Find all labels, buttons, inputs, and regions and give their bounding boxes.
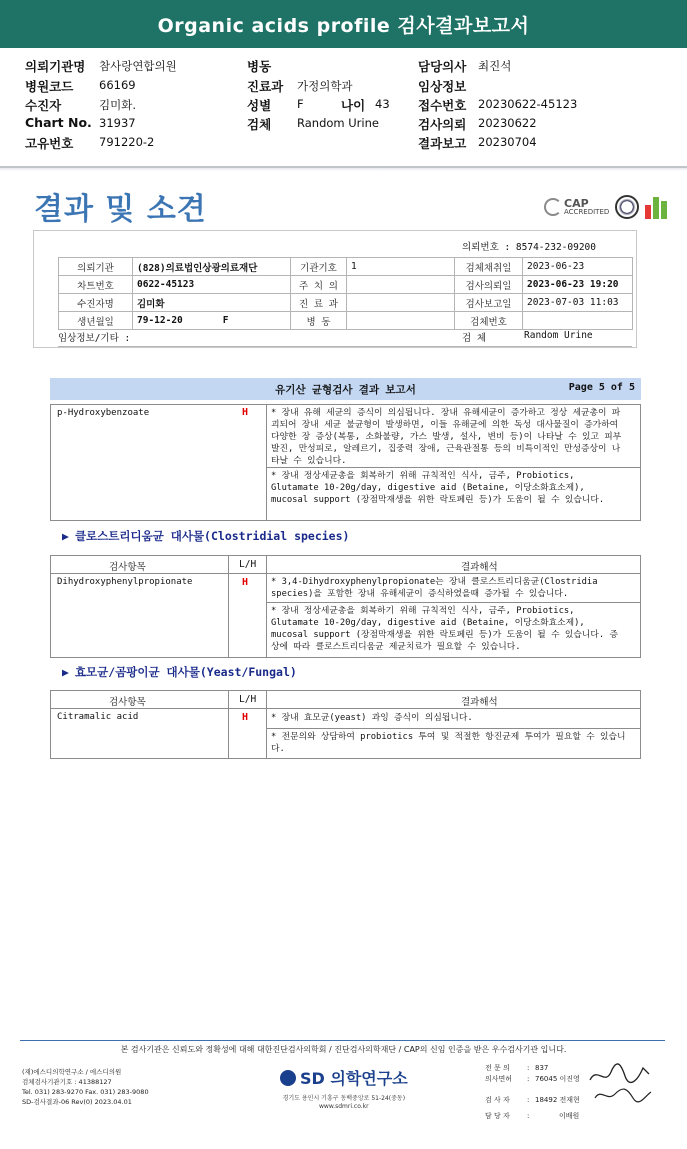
lab-name: (재)에스디의학연구소 / 에스디의원 — [22, 1068, 122, 1076]
table-cell: 주 치 의 — [291, 276, 347, 294]
signer-label: 담 당 자 — [485, 1112, 510, 1120]
value-age: 43 — [375, 97, 390, 111]
interpretation — [267, 709, 640, 757]
table-cell: 수진자명 — [59, 294, 133, 312]
value-hospital-code: 66169 — [99, 78, 136, 92]
seal-logo-icon — [615, 195, 639, 219]
label-doctor: 담당의사 — [418, 59, 467, 74]
signer-value: 76045 이진영 — [535, 1075, 580, 1083]
report-title: Organic acids profile 검사결과보고서 — [0, 0, 687, 48]
section-divider — [0, 168, 687, 171]
interpretation-note: * 장내 정상세균총을 회복하기 위해 규칙적인 식사, 금주, Probiotics, Glutamate 10-20g/day, digestive aid (Betaine, 이당소화효소제), mucosal support (장점막재생을 위한 락토페린 등)가 도움이 될 수 있습니다. 증상에 따라 클로스트리디움균 제균치료가 필요할 수 있습니다. — [271, 606, 618, 652]
divider — [266, 556, 267, 573]
signer-row: 검 사 자 : 18492 전재현 — [485, 1093, 580, 1108]
triangle-bullet-icon: ▶ — [62, 665, 69, 679]
value-patient: 김미화. — [99, 98, 136, 112]
interpretation-note: * 장내 정상세균총을 회복하기 위해 규칙적인 식사, 금주, Probiotics, Glutamate 10-20g/day, digestive aid (Betaine, 이당소화효소제), mucosal support (장점막재생을 위한 락토페린 등)가 도움이 될 수 있습니다. — [271, 471, 605, 505]
request-number: 의뢰번호 : 8574-232-09200 — [462, 242, 596, 253]
section-title-clostridial — [62, 528, 349, 544]
table-cell: 기관기호 — [291, 258, 347, 276]
section-title-text: 클로스트리디움균 대사물(Clostridial species) — [74, 529, 350, 543]
report-header-title: 유기산 균형검사 결과 보고서 — [275, 384, 416, 396]
column-header-item: 검사항목 — [109, 697, 146, 708]
column-header — [50, 555, 641, 573]
interpretation-note: * 전문의와 상담하여 probiotics 투여 및 적절한 항진균제 투여가 필요할 수 있습니다. — [271, 732, 626, 754]
signer-value: 837 — [535, 1064, 549, 1072]
column-header-item: 검사항목 — [109, 562, 146, 573]
triangle-bullet-icon: ▶ — [62, 529, 69, 543]
analyte-name: Citramalic acid — [57, 712, 139, 722]
signer-label: 전 문 의 — [485, 1064, 510, 1072]
report-header — [50, 378, 641, 400]
value-sex: F — [297, 97, 304, 111]
label-department: 진료과 — [247, 79, 284, 94]
column-header-lh: L/H — [239, 559, 257, 570]
form-code: SD-검사결과-06 Rev(0) 2023.04.01 — [22, 1098, 132, 1106]
table-cell: 1 — [347, 258, 455, 276]
accreditation-logos — [544, 192, 667, 222]
column-header-interpretation: 결과해석 — [461, 562, 498, 573]
table-row — [59, 258, 633, 276]
table-row — [59, 276, 633, 294]
label-patient: 수진자 — [25, 98, 62, 113]
value-specimen: Random Urine — [297, 116, 379, 130]
clinical-info-label: 임상정보/기타 : — [58, 333, 131, 344]
patient-info-table — [58, 257, 633, 330]
column-header-interpretation: 결과해석 — [461, 697, 498, 708]
value-unique-no: 791220-2 — [99, 135, 155, 149]
label-age: 나이 — [341, 98, 366, 113]
table-cell — [133, 312, 291, 330]
label-ward: 병동 — [247, 59, 272, 74]
table-cell: 김미화 — [133, 294, 291, 312]
value-doctor: 최진석 — [478, 59, 512, 73]
value-result-report: 20230704 — [478, 135, 537, 149]
table-cell: 진 료 과 — [291, 294, 347, 312]
signer-row: 담 당 자 : 이배원 — [485, 1109, 580, 1124]
interpretation-note: * 장내 유해 세균의 증식이 의심됩니다. 장내 유해세균이 증가하고 정상 세균총이 파괴되어 장내 세균 불균형이 발생하면, 이들 유해균에 의한 독성 대사물질이 증가하여 다양한 장 증상(복통, 소화불량, 가스 발생, 설사, 변비 등)이 나타날 수 있고 피부발진, 만성피로, 알레르기, 집중력 장애, 근육관절통 등의 비특이적인 만성증상이 나타날 수 있습니다. — [267, 405, 640, 468]
lab-address: 경기도 용인시 기흥구 동백중앙로 51-24(중동) — [282, 1094, 406, 1102]
cap-logo-text: CAP — [564, 197, 589, 210]
lab-code: 검체검사기관기호 : 41388127 — [22, 1078, 112, 1086]
table-cell — [347, 276, 455, 294]
signature-block — [485, 1061, 580, 1124]
sex-value: F — [222, 315, 229, 326]
patient-info-box — [33, 230, 637, 348]
sd-logo-text: SD 의학연구소 — [300, 1069, 408, 1088]
divider — [228, 574, 229, 657]
signer-value: 18492 전재현 — [535, 1096, 580, 1104]
table-cell: 검사보고일 — [455, 294, 523, 312]
section-title-text: 효모균/곰팡이균 대사물(Yeast/Fungal) — [74, 665, 297, 679]
label-receipt-no: 접수번호 — [418, 98, 467, 113]
value-receipt-no: 20230622-45123 — [478, 97, 578, 111]
lab-contact-info — [22, 1067, 149, 1107]
label-sex: 성별 — [247, 98, 272, 113]
cap-logo-icon — [544, 198, 609, 216]
value-department: 가정의학과 — [297, 79, 353, 93]
divider — [228, 709, 229, 758]
table-cell: 검사의뢰일 — [455, 276, 523, 294]
label-clinical-info: 임상정보 — [418, 79, 467, 94]
interpretation-note: * 3,4-Dihydroxyphenylpropionate는 장내 클로스트리디움균(Clostridia species)을 포함한 장내 유해세균이 증식하였을때 증가될 수 있습니다. — [267, 574, 640, 603]
divider — [266, 691, 267, 708]
label-hospital-code: 병원코드 — [25, 79, 74, 94]
table-cell: 2023-06-23 — [523, 258, 633, 276]
value-test-request: 20230622 — [478, 116, 537, 130]
high-flag: H — [242, 577, 249, 588]
table-cell — [347, 312, 455, 330]
divider — [58, 346, 632, 347]
high-flag: H — [242, 407, 249, 418]
table-cell — [347, 294, 455, 312]
label-test-request: 검사의뢰 — [418, 117, 467, 132]
cap-logo-subtext: ACCREDITED — [564, 208, 610, 216]
result-block-p-hydroxybenzoate — [50, 404, 641, 521]
table-cell: (828)의료법인상광의료재단 — [133, 258, 291, 276]
divider — [228, 691, 229, 708]
result-heading: 결과 및 소견 — [34, 192, 207, 227]
result-block-dihydroxyphenylpropionate — [50, 573, 641, 658]
value-chart-no: 31937 — [99, 116, 136, 130]
interpretation-note: * 장내 효모균(yeast) 과잉 증식이 의심됩니다. — [267, 709, 640, 729]
table-cell: 2023-06-23 19:20 — [523, 276, 633, 294]
interpretation — [267, 574, 640, 655]
signature-image — [585, 1058, 655, 1108]
table-cell: 차트번호 — [59, 276, 133, 294]
table-cell: 병 동 — [291, 312, 347, 330]
column-header — [50, 690, 641, 708]
analyte-name: Dihydroxyphenylpropionate — [57, 577, 193, 587]
sd-logo — [280, 1066, 408, 1110]
footer-divider — [20, 1040, 665, 1041]
analyte-name: p-Hydroxybenzoate — [57, 408, 150, 418]
interpretation — [267, 405, 640, 508]
table-cell: 2023-07-03 11:03 — [523, 294, 633, 312]
table-cell: 의뢰기관 — [59, 258, 133, 276]
column-header-lh: L/H — [239, 694, 257, 705]
signer-label: 검 사 자 — [485, 1096, 510, 1104]
signer-row: 전 문 의 : 837 — [485, 1061, 580, 1076]
table-cell: 0622-45123 — [133, 276, 291, 294]
signer-row: 의사면허 : 76045 이진영 — [485, 1072, 580, 1087]
result-block-citramalic-acid — [50, 708, 641, 759]
label-chart-no: Chart No. — [25, 115, 92, 130]
divider — [228, 556, 229, 573]
signer-label: 의사면허 — [485, 1075, 513, 1083]
signer-value: 이배원 — [559, 1112, 580, 1120]
page-indicator: Page 5 of 5 — [568, 382, 635, 393]
accreditation-note: 본 검사기관은 신뢰도와 정확성에 대해 대한진단검사의학회 / 진단검사의학재단 / CAP의 신임 인증을 받은 우수검사기관 입니다. — [120, 1045, 567, 1054]
patient-header — [0, 48, 687, 166]
lab-medicine-logo-icon — [645, 195, 667, 219]
sd-logo-icon — [280, 1070, 296, 1086]
table-cell: 생년월일 — [59, 312, 133, 330]
label-result-report: 결과보고 — [418, 136, 467, 151]
section-title-yeast-fungal — [62, 664, 297, 680]
table-row — [59, 294, 633, 312]
specimen-value: Random Urine — [524, 330, 593, 341]
high-flag: H — [242, 712, 249, 723]
label-requesting-institution: 의뢰기관명 — [25, 59, 86, 74]
label-unique-no: 고유번호 — [25, 136, 74, 151]
table-row — [59, 312, 633, 330]
birth-date: 79-12-20 — [137, 315, 183, 326]
label-specimen: 검체 — [247, 117, 272, 132]
table-cell — [523, 312, 633, 330]
specimen-label: 검 체 — [462, 333, 487, 344]
lab-url: www.sdmri.co.kr — [319, 1102, 369, 1110]
value-requesting-institution: 참사랑연합의원 — [99, 59, 177, 73]
table-cell: 검체채취일 — [455, 258, 523, 276]
table-cell: 검체번호 — [455, 312, 523, 330]
lab-phone: Tel. 031) 283-9270 Fax. 031) 283-9080 — [22, 1088, 149, 1096]
